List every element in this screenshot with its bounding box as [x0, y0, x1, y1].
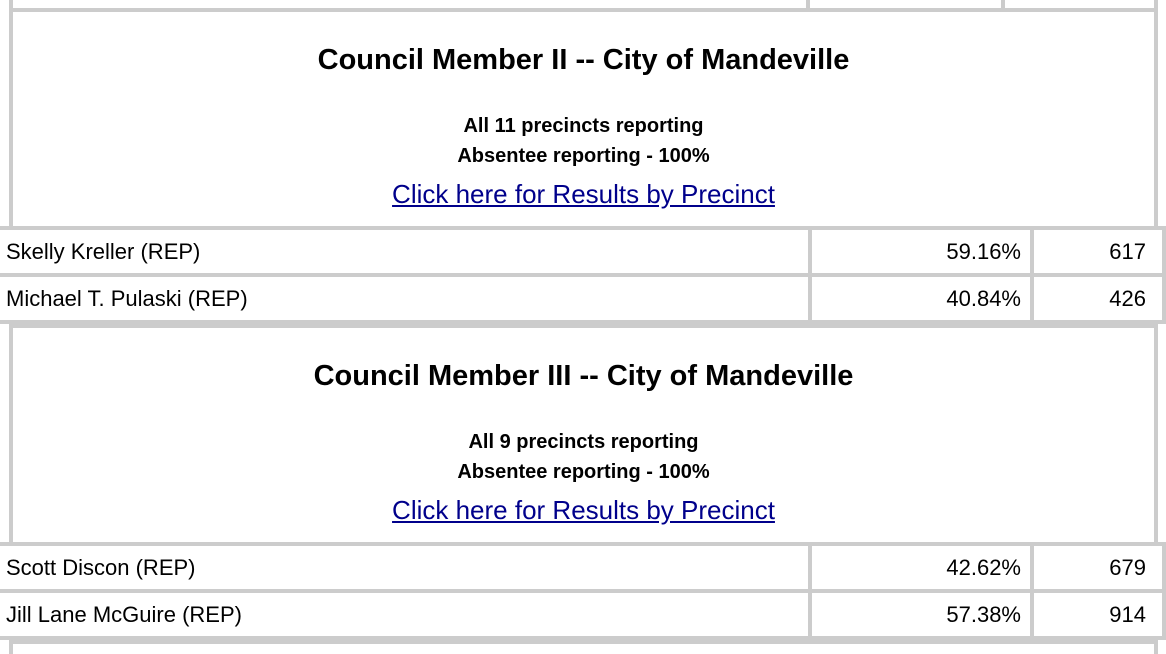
- candidate-votes-cell: 617: [1034, 230, 1162, 273]
- cropped-percent-cell: [810, 0, 1001, 8]
- results-by-precinct-link[interactable]: Click here for Results by Precinct: [392, 495, 775, 525]
- candidate-votes-cell: 679: [1034, 546, 1162, 589]
- race-header-box: [9, 324, 1158, 542]
- candidate-percent-cell: 42.62%: [812, 546, 1030, 589]
- candidate-votes-cell: 426: [1034, 277, 1162, 320]
- candidate-percent-cell: 57.38%: [812, 593, 1030, 636]
- cropped-votes-cell: [1005, 0, 1154, 8]
- candidate-row: [0, 230, 1162, 273]
- results-by-precinct-link[interactable]: Click here for Results by Precinct: [392, 179, 775, 209]
- candidate-row: [0, 546, 1162, 589]
- results-table: [0, 542, 1166, 640]
- candidate-votes-cell: 914: [1034, 593, 1162, 636]
- contest-section-council-member-3: [0, 324, 1166, 640]
- cropped-table-above: [9, 0, 1158, 8]
- absentee-reporting: Absentee reporting - 100%: [457, 461, 710, 483]
- cropped-name-cell: [13, 0, 806, 8]
- candidate-name-cell: Jill Lane McGuire (REP): [0, 593, 808, 636]
- results-table: [0, 226, 1166, 324]
- precincts-reporting: All 9 precincts reporting: [468, 431, 699, 453]
- race-title: Council Member III -- City of Mandeville: [313, 360, 854, 392]
- absentee-reporting: Absentee reporting - 100%: [457, 145, 710, 167]
- candidate-name-cell: Scott Discon (REP): [0, 546, 808, 589]
- candidate-row: [0, 277, 1162, 320]
- candidate-percent-cell: 40.84%: [812, 277, 1030, 320]
- cropped-section-below: [9, 640, 1158, 654]
- race-header-box: [9, 8, 1158, 226]
- precincts-reporting: All 11 precincts reporting: [463, 115, 704, 137]
- candidate-name-cell: Skelly Kreller (REP): [0, 230, 808, 273]
- candidate-name-cell: Michael T. Pulaski (REP): [0, 277, 808, 320]
- candidate-percent-cell: 59.16%: [812, 230, 1030, 273]
- candidate-row: [0, 593, 1162, 636]
- race-title: Council Member II -- City of Mandeville: [317, 44, 850, 76]
- contest-section-council-member-2: [0, 8, 1166, 324]
